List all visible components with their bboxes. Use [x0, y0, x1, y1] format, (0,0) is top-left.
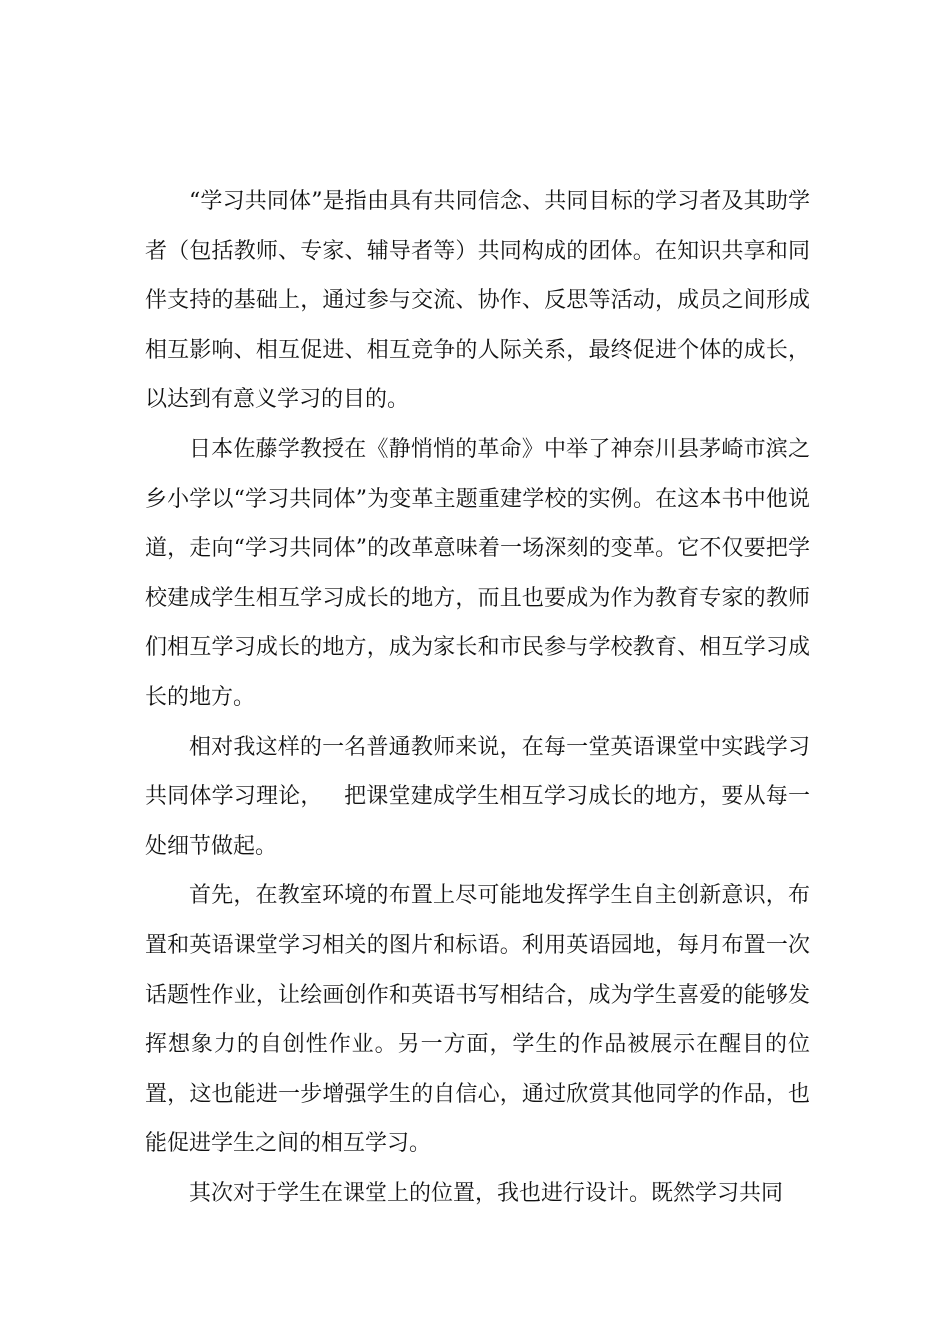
- paragraph-teacher-practice: 相对我这样的一名普通教师来说，在每一堂英语课堂中实践学习共同体学习理论， 把课堂建成学生相互学习成长的地方，要从每一处细节做起。: [145, 734, 810, 859]
- paragraph-classroom-environment: 首先，在教室环境的布置上尽可能地发挥学生自主创新意识，布置和英语课堂学习相关的图片和标语。利用英语园地，每月布置一次话题性作业，让绘画创作和英语书写相结合，成为学生喜爱的能够发挥想象力的自创性作业。另一方面，学生的作品被展示在醒目的位置，这也能进一步增强学生的自信心，通过欣赏其他同学的作品，也能促进学生之间的相互学习。: [145, 883, 810, 1157]
- paragraph-learning-community-definition: “学习共同体”是指由具有共同信念、共同目标的学习者及其助学者（包括教师、专家、辅导者等）共同构成的团体。在知识共享和同伴支持的基础上，通过参与交流、协作、反思等活动，成员之间形成相互影响、相互促进、相互竞争的人际关系，最终促进个体的成长，以达到有意义学习的目的。: [145, 189, 810, 413]
- paragraph-sato-manabu-example: 日本佐藤学教授在《静悄悄的革命》中举了神奈川县茅崎市滨之乡小学以“学习共同体”为变革主题重建学校的实例。在这本书中他说道，走向“学习共同体”的改革意味着一场深刻的变革。它不仅要把学校建成学生相互学习成长的地方，而且也要成为作为教育专家的教师们相互学习成长的地方，成为家长和市民参与学校教育、相互学习成长的地方。: [145, 436, 810, 710]
- paragraph-student-seating: 其次对于学生在课堂上的位置，我也进行设计。既然学习共同: [189, 1180, 784, 1206]
- document-body: [145, 177, 810, 1218]
